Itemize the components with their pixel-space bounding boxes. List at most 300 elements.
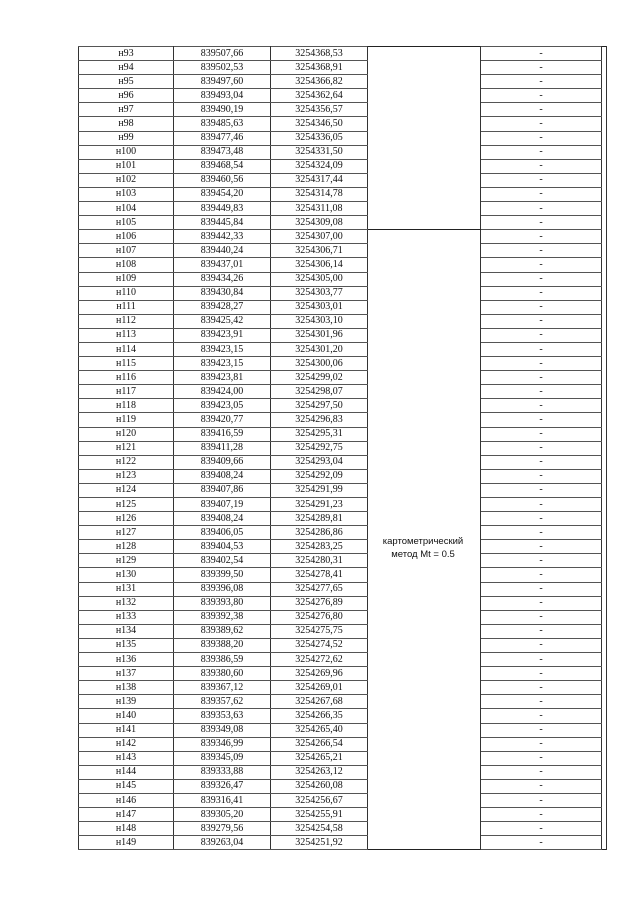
method-cell: [368, 357, 481, 371]
point-id-cell: н124: [79, 483, 174, 497]
edge-cell: [602, 765, 607, 779]
x-coordinate-cell: 839380,60: [174, 667, 271, 681]
error-cell: -: [481, 371, 602, 385]
table-row: [79, 357, 607, 371]
edge-cell: [602, 681, 607, 695]
y-coordinate-cell: 3254314,78: [271, 187, 368, 201]
table-row: [79, 765, 607, 779]
y-coordinate-cell: 3254324,09: [271, 159, 368, 173]
method-cell: [368, 286, 481, 300]
y-coordinate-cell: 3254305,00: [271, 272, 368, 286]
error-cell: -: [481, 103, 602, 117]
x-coordinate-cell: 839333,88: [174, 765, 271, 779]
y-coordinate-cell: 3254306,14: [271, 258, 368, 272]
edge-cell: [602, 159, 607, 173]
x-coordinate-cell: 839406,05: [174, 526, 271, 540]
point-id-cell: н140: [79, 709, 174, 723]
point-id-cell: н148: [79, 822, 174, 836]
x-coordinate-cell: 839389,62: [174, 624, 271, 638]
x-coordinate-cell: 839357,62: [174, 695, 271, 709]
error-cell: -: [481, 216, 602, 230]
error-cell: -: [481, 808, 602, 822]
error-cell: -: [481, 554, 602, 568]
point-id-cell: н137: [79, 667, 174, 681]
error-cell: -: [481, 131, 602, 145]
point-id-cell: н95: [79, 75, 174, 89]
y-coordinate-cell: 3254251,92: [271, 836, 368, 850]
edge-cell: [602, 808, 607, 822]
y-coordinate-cell: 3254336,05: [271, 131, 368, 145]
error-cell: -: [481, 751, 602, 765]
method-cell: [368, 173, 481, 187]
y-coordinate-cell: 3254362,64: [271, 89, 368, 103]
point-id-cell: н119: [79, 413, 174, 427]
method-cell: [368, 667, 481, 681]
y-coordinate-cell: 3254275,75: [271, 624, 368, 638]
method-cell: [368, 582, 481, 596]
edge-cell: [602, 441, 607, 455]
point-id-cell: н108: [79, 258, 174, 272]
method-cell: [368, 441, 481, 455]
edge-cell: [602, 779, 607, 793]
x-coordinate-cell: 839305,20: [174, 808, 271, 822]
table-row: [79, 117, 607, 131]
edge-cell: [602, 709, 607, 723]
y-coordinate-cell: 3254306,71: [271, 244, 368, 258]
table-row: [79, 498, 607, 512]
point-id-cell: н94: [79, 61, 174, 75]
method-cell: [368, 103, 481, 117]
method-cell: [368, 498, 481, 512]
point-id-cell: н142: [79, 737, 174, 751]
error-cell: -: [481, 836, 602, 850]
point-id-cell: н114: [79, 342, 174, 356]
coordinates-table-body: [79, 47, 607, 850]
edge-cell: [602, 385, 607, 399]
table-row: [79, 61, 607, 75]
edge-cell: [602, 371, 607, 385]
error-cell: -: [481, 47, 602, 61]
point-id-cell: н139: [79, 695, 174, 709]
table-row: [79, 793, 607, 807]
edge-cell: [602, 244, 607, 258]
table-row: [79, 159, 607, 173]
x-coordinate-cell: 839396,08: [174, 582, 271, 596]
edge-cell: [602, 723, 607, 737]
point-id-cell: н129: [79, 554, 174, 568]
table-row: [79, 385, 607, 399]
error-cell: -: [481, 653, 602, 667]
point-id-cell: н118: [79, 399, 174, 413]
error-cell: -: [481, 498, 602, 512]
edge-cell: [602, 624, 607, 638]
edge-cell: [602, 483, 607, 497]
method-cell: [368, 202, 481, 216]
point-id-cell: н131: [79, 582, 174, 596]
method-note: [367, 535, 479, 561]
edge-cell: [602, 836, 607, 850]
x-coordinate-cell: 839507,66: [174, 47, 271, 61]
edge-cell: [602, 61, 607, 75]
table-row: [79, 540, 607, 554]
point-id-cell: н128: [79, 540, 174, 554]
edge-cell: [602, 568, 607, 582]
error-cell: -: [481, 117, 602, 131]
x-coordinate-cell: 839279,56: [174, 822, 271, 836]
edge-cell: [602, 173, 607, 187]
method-cell: [368, 709, 481, 723]
y-coordinate-cell: 3254311,08: [271, 202, 368, 216]
y-coordinate-cell: 3254272,62: [271, 653, 368, 667]
edge-cell: [602, 89, 607, 103]
method-cell: [368, 216, 481, 230]
x-coordinate-cell: 839407,86: [174, 483, 271, 497]
edge-cell: [602, 455, 607, 469]
table-row: [79, 526, 607, 540]
point-id-cell: н117: [79, 385, 174, 399]
x-coordinate-cell: 839420,77: [174, 413, 271, 427]
table-row: [79, 202, 607, 216]
x-coordinate-cell: 839316,41: [174, 793, 271, 807]
edge-cell: [602, 751, 607, 765]
point-id-cell: н135: [79, 638, 174, 652]
error-cell: -: [481, 145, 602, 159]
point-id-cell: н97: [79, 103, 174, 117]
method-note-line1: картометрический: [382, 536, 464, 547]
y-coordinate-cell: 3254368,91: [271, 61, 368, 75]
method-cell: [368, 596, 481, 610]
x-coordinate-cell: 839386,59: [174, 653, 271, 667]
y-coordinate-cell: 3254299,02: [271, 371, 368, 385]
table-row: [79, 427, 607, 441]
x-coordinate-cell: 839402,54: [174, 554, 271, 568]
point-id-cell: н125: [79, 498, 174, 512]
error-cell: -: [481, 413, 602, 427]
point-id-cell: н103: [79, 187, 174, 201]
point-id-cell: н143: [79, 751, 174, 765]
edge-cell: [602, 202, 607, 216]
y-coordinate-cell: 3254303,01: [271, 300, 368, 314]
point-id-cell: н130: [79, 568, 174, 582]
x-coordinate-cell: 839392,38: [174, 610, 271, 624]
y-coordinate-cell: 3254265,40: [271, 723, 368, 737]
table-row: [79, 554, 607, 568]
y-coordinate-cell: 3254309,08: [271, 216, 368, 230]
method-cell: [368, 483, 481, 497]
x-coordinate-cell: 839409,66: [174, 455, 271, 469]
table-row: [79, 342, 607, 356]
edge-cell: [602, 145, 607, 159]
error-cell: -: [481, 737, 602, 751]
y-coordinate-cell: 3254293,04: [271, 455, 368, 469]
edge-cell: [602, 667, 607, 681]
error-cell: -: [481, 286, 602, 300]
error-cell: -: [481, 342, 602, 356]
point-id-cell: н104: [79, 202, 174, 216]
x-coordinate-cell: 839408,24: [174, 469, 271, 483]
x-coordinate-cell: 839408,24: [174, 512, 271, 526]
edge-cell: [602, 399, 607, 413]
edge-cell: [602, 469, 607, 483]
point-id-cell: н136: [79, 653, 174, 667]
error-cell: -: [481, 765, 602, 779]
table-row: [79, 737, 607, 751]
y-coordinate-cell: 3254292,09: [271, 469, 368, 483]
edge-cell: [602, 357, 607, 371]
x-coordinate-cell: 839425,42: [174, 314, 271, 328]
table-row: [79, 568, 607, 582]
x-coordinate-cell: 839428,27: [174, 300, 271, 314]
method-cell: [368, 638, 481, 652]
edge-cell: [602, 498, 607, 512]
x-coordinate-cell: 839430,84: [174, 286, 271, 300]
edge-cell: [602, 638, 607, 652]
point-id-cell: н110: [79, 286, 174, 300]
y-coordinate-cell: 3254276,80: [271, 610, 368, 624]
y-coordinate-cell: 3254263,12: [271, 765, 368, 779]
y-coordinate-cell: 3254301,96: [271, 328, 368, 342]
error-cell: -: [481, 568, 602, 582]
x-coordinate-cell: 839502,53: [174, 61, 271, 75]
y-coordinate-cell: 3254366,82: [271, 75, 368, 89]
table-row: [79, 216, 607, 230]
error-cell: -: [481, 385, 602, 399]
y-coordinate-cell: 3254292,75: [271, 441, 368, 455]
method-cell: [368, 737, 481, 751]
table-row: [79, 709, 607, 723]
error-cell: -: [481, 667, 602, 681]
method-cell: [368, 75, 481, 89]
edge-cell: [602, 413, 607, 427]
point-id-cell: н133: [79, 610, 174, 624]
edge-cell: [602, 512, 607, 526]
x-coordinate-cell: 839449,83: [174, 202, 271, 216]
x-coordinate-cell: 839399,50: [174, 568, 271, 582]
table-row: [79, 399, 607, 413]
y-coordinate-cell: 3254291,23: [271, 498, 368, 512]
table-row: [79, 483, 607, 497]
point-id-cell: н134: [79, 624, 174, 638]
error-cell: -: [481, 399, 602, 413]
y-coordinate-cell: 3254303,10: [271, 314, 368, 328]
x-coordinate-cell: 839473,48: [174, 145, 271, 159]
x-coordinate-cell: 839263,04: [174, 836, 271, 850]
error-cell: -: [481, 187, 602, 201]
method-cell: [368, 624, 481, 638]
error-cell: -: [481, 173, 602, 187]
table-row: [79, 413, 607, 427]
point-id-cell: н102: [79, 173, 174, 187]
y-coordinate-cell: 3254266,54: [271, 737, 368, 751]
table-row: [79, 596, 607, 610]
edge-cell: [602, 737, 607, 751]
table-row: [79, 681, 607, 695]
method-cell: [368, 723, 481, 737]
coordinates-sheet: [78, 46, 600, 850]
y-coordinate-cell: 3254295,31: [271, 427, 368, 441]
y-coordinate-cell: 3254289,81: [271, 512, 368, 526]
method-cell: [368, 427, 481, 441]
point-id-cell: н115: [79, 357, 174, 371]
edge-cell: [602, 117, 607, 131]
edge-cell: [602, 427, 607, 441]
error-cell: -: [481, 89, 602, 103]
point-id-cell: н106: [79, 230, 174, 244]
point-id-cell: н93: [79, 47, 174, 61]
edge-cell: [602, 314, 607, 328]
table-row: [79, 244, 607, 258]
method-cell: [368, 413, 481, 427]
table-row: [79, 286, 607, 300]
x-coordinate-cell: 839485,63: [174, 117, 271, 131]
error-cell: -: [481, 469, 602, 483]
y-coordinate-cell: 3254265,21: [271, 751, 368, 765]
error-cell: -: [481, 582, 602, 596]
x-coordinate-cell: 839424,00: [174, 385, 271, 399]
edge-cell: [602, 793, 607, 807]
y-coordinate-cell: 3254300,06: [271, 357, 368, 371]
error-cell: -: [481, 596, 602, 610]
x-coordinate-cell: 839423,15: [174, 357, 271, 371]
error-cell: -: [481, 779, 602, 793]
error-cell: -: [481, 526, 602, 540]
method-cell: [368, 328, 481, 342]
table-row: [79, 822, 607, 836]
edge-cell: [602, 653, 607, 667]
point-id-cell: н105: [79, 216, 174, 230]
method-cell: [368, 47, 481, 61]
x-coordinate-cell: 839468,54: [174, 159, 271, 173]
error-cell: -: [481, 230, 602, 244]
method-cell: [368, 230, 481, 244]
point-id-cell: н111: [79, 300, 174, 314]
error-cell: -: [481, 723, 602, 737]
x-coordinate-cell: 839423,15: [174, 342, 271, 356]
method-cell: [368, 399, 481, 413]
point-id-cell: н121: [79, 441, 174, 455]
y-coordinate-cell: 3254298,07: [271, 385, 368, 399]
y-coordinate-cell: 3254266,35: [271, 709, 368, 723]
point-id-cell: н145: [79, 779, 174, 793]
error-cell: -: [481, 793, 602, 807]
y-coordinate-cell: 3254283,25: [271, 540, 368, 554]
x-coordinate-cell: 839349,08: [174, 723, 271, 737]
y-coordinate-cell: 3254254,58: [271, 822, 368, 836]
table-row: [79, 314, 607, 328]
edge-cell: [602, 103, 607, 117]
point-id-cell: н116: [79, 371, 174, 385]
point-id-cell: н127: [79, 526, 174, 540]
table-row: [79, 47, 607, 61]
point-id-cell: н112: [79, 314, 174, 328]
table-row: [79, 836, 607, 850]
x-coordinate-cell: 839388,20: [174, 638, 271, 652]
table-row: [79, 455, 607, 469]
error-cell: -: [481, 427, 602, 441]
edge-cell: [602, 187, 607, 201]
x-coordinate-cell: 839423,05: [174, 399, 271, 413]
y-coordinate-cell: 3254297,50: [271, 399, 368, 413]
method-cell: [368, 610, 481, 624]
point-id-cell: н147: [79, 808, 174, 822]
error-cell: -: [481, 202, 602, 216]
method-cell: [368, 751, 481, 765]
point-id-cell: н99: [79, 131, 174, 145]
edge-cell: [602, 131, 607, 145]
method-cell: [368, 469, 481, 483]
x-coordinate-cell: 839345,09: [174, 751, 271, 765]
method-cell: [368, 61, 481, 75]
edge-cell: [602, 610, 607, 624]
error-cell: -: [481, 244, 602, 258]
point-id-cell: н149: [79, 836, 174, 850]
edge-cell: [602, 47, 607, 61]
y-coordinate-cell: 3254277,65: [271, 582, 368, 596]
table-row: [79, 469, 607, 483]
method-cell: [368, 272, 481, 286]
method-cell: [368, 342, 481, 356]
edge-cell: [602, 822, 607, 836]
edge-cell: [602, 526, 607, 540]
table-row: [79, 653, 607, 667]
point-id-cell: н132: [79, 596, 174, 610]
error-cell: -: [481, 540, 602, 554]
method-cell: [368, 765, 481, 779]
table-row: [79, 371, 607, 385]
point-id-cell: н141: [79, 723, 174, 737]
method-cell: [368, 822, 481, 836]
x-coordinate-cell: 839407,19: [174, 498, 271, 512]
error-cell: -: [481, 300, 602, 314]
edge-cell: [602, 300, 607, 314]
y-coordinate-cell: 3254278,41: [271, 568, 368, 582]
point-id-cell: н146: [79, 793, 174, 807]
edge-cell: [602, 75, 607, 89]
point-id-cell: н107: [79, 244, 174, 258]
y-coordinate-cell: 3254286,86: [271, 526, 368, 540]
y-coordinate-cell: 3254307,00: [271, 230, 368, 244]
edge-cell: [602, 695, 607, 709]
table-row: [79, 638, 607, 652]
x-coordinate-cell: 839367,12: [174, 681, 271, 695]
x-coordinate-cell: 839404,53: [174, 540, 271, 554]
table-row: [79, 230, 607, 244]
point-id-cell: н113: [79, 328, 174, 342]
table-row: [79, 441, 607, 455]
table-row: [79, 75, 607, 89]
y-coordinate-cell: 3254296,83: [271, 413, 368, 427]
table-row: [79, 723, 607, 737]
method-cell: [368, 371, 481, 385]
y-coordinate-cell: 3254346,50: [271, 117, 368, 131]
method-cell: [368, 385, 481, 399]
point-id-cell: н144: [79, 765, 174, 779]
method-cell: [368, 836, 481, 850]
edge-cell: [602, 272, 607, 286]
method-cell: [368, 145, 481, 159]
table-row: [79, 173, 607, 187]
table-row: [79, 103, 607, 117]
y-coordinate-cell: 3254291,99: [271, 483, 368, 497]
point-id-cell: н98: [79, 117, 174, 131]
method-cell: [368, 793, 481, 807]
error-cell: -: [481, 512, 602, 526]
table-row: [79, 187, 607, 201]
method-cell: [368, 117, 481, 131]
method-cell: [368, 455, 481, 469]
table-row: [79, 624, 607, 638]
method-cell: [368, 187, 481, 201]
